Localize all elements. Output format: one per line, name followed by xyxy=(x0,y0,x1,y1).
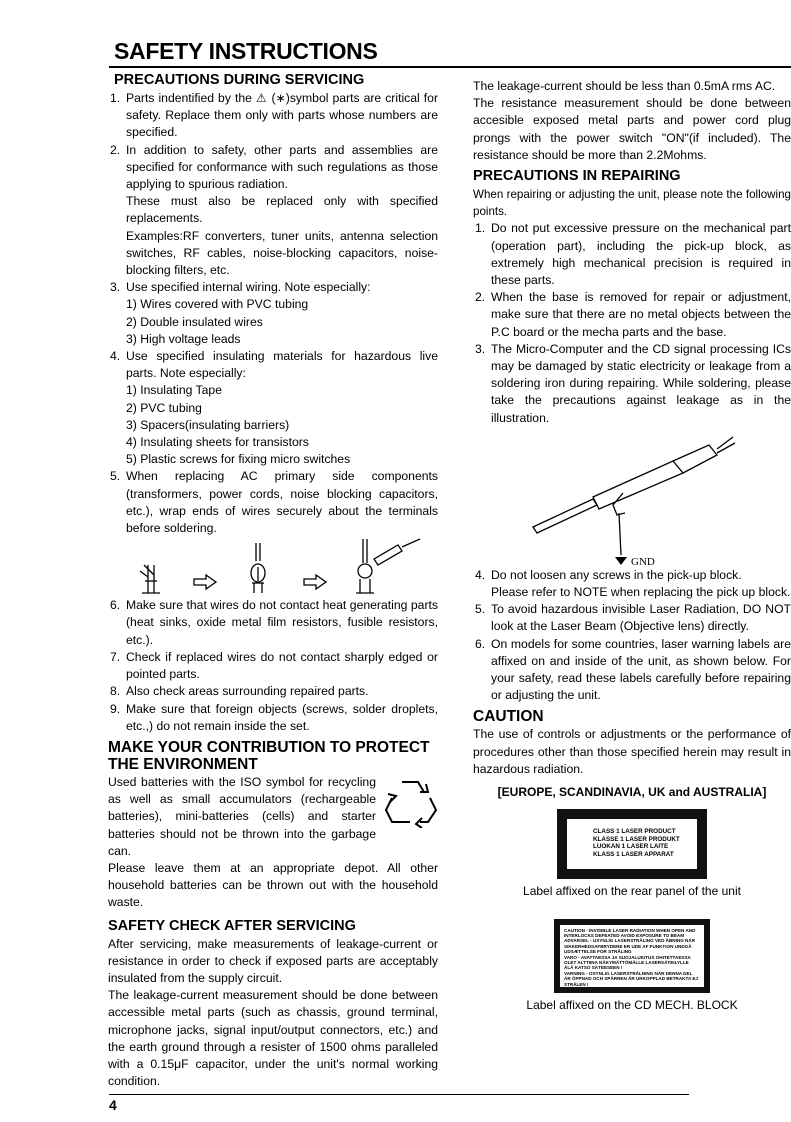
soldering-iron-illustration xyxy=(473,427,791,567)
sub-item: 3) High voltage leads xyxy=(126,331,241,346)
item-number: 1. xyxy=(475,221,486,236)
left-column xyxy=(108,70,438,1090)
item-number: 6. xyxy=(475,636,486,651)
item-number: 5. xyxy=(110,469,121,484)
wire-wrapping-illustration xyxy=(108,537,438,595)
item-number: 3. xyxy=(475,341,486,356)
invisible-label-text xyxy=(560,925,704,987)
label-line: CLASS 1 LASER PRODUCT xyxy=(593,828,676,836)
title-rule xyxy=(109,66,791,68)
repairing-list-cont xyxy=(473,567,791,705)
sub-item: 5) Plastic screws for fixing micro switches xyxy=(126,452,351,467)
section-heading-repairing: PRECAUTIONS IN REPAIRING xyxy=(473,168,681,185)
item-number: 3. xyxy=(110,280,121,295)
label-line: ADVARSEL - USYNLIG LASERSTRÅLING VED ÅBNING NÅR SIKKERHEDSAFBRYDERE ER UDE AF FUNKTION UNDGÅ UDSÆTTELSE FOR STRÅLING xyxy=(564,938,696,955)
item-text: Use specified insulating materials for hazardous live parts. Note especially: xyxy=(126,349,438,381)
item-number: 9. xyxy=(110,701,121,716)
list-item xyxy=(473,220,791,289)
item-number: 5. xyxy=(475,602,486,617)
caution-heading: CAUTION xyxy=(473,708,544,726)
label-line: VARO - AVATTAESSA JA SUOJALUKITUS OHITETTAESSA OLET ALTTIINA NÄKYMÄTTÖMÄLLE LASERSÄTEILYLLE xyxy=(564,954,691,965)
list-item xyxy=(108,90,438,142)
servicing-list xyxy=(108,90,438,537)
repairing-list xyxy=(473,220,791,426)
list-item xyxy=(108,348,438,468)
item-text: Parts indentified by the ⚠ (∗)symbol parts are critical for safety. Replace them only with parts whose numbers are specified. xyxy=(126,91,438,140)
label-line: KLASSE 1 LASER PRODUKT xyxy=(593,835,680,843)
list-item xyxy=(108,279,438,348)
item-text: Make sure that wires do not contact heat generating parts (heat sinks, oxide metal film resistors, fusible resistors, etc.). xyxy=(126,598,438,647)
item-number: 7. xyxy=(110,649,121,664)
section-heading-environment: MAKE YOUR CONTRIBUTION TO PROTECT THE ENVIRONMENT xyxy=(108,738,430,773)
sub-item: 1) Wires covered with PVC tubing xyxy=(126,297,309,312)
footer-rule xyxy=(109,1094,689,1095)
label-line: ÄLÄ KATSO SÄTEESEEN ! xyxy=(564,965,623,971)
invisible-laser-label xyxy=(554,919,710,993)
item-text: Use specified internal wiring. Note especially: xyxy=(126,280,371,295)
list-item xyxy=(473,601,791,635)
gnd-label: GND xyxy=(631,555,655,567)
label1-caption: Label affixed on the rear panel of the unit xyxy=(523,884,741,899)
label2-caption: Label affixed on the CD MECH. BLOCK xyxy=(526,997,738,1012)
item-text-examples: Examples:RF converters, tuner units, antenna selection switches, RF cables, noise-blocking capacitors, noise-blocking filters, etc. xyxy=(126,228,438,278)
wire-wrap-diagram xyxy=(108,537,438,595)
sub-item: 4) Insulating sheets for transistors xyxy=(126,435,309,450)
leakage-measurement-text: The leakage-current measurement should be done between accessible metal parts (such as chassis, ground terminal, microphone jacks, signal input/output connectors, etc.) and the earth ground through a resister of 1500 ohms paralleled with a 0.15μF capacitor, under the unit's normal working condition. xyxy=(108,988,438,1089)
resistance-text: The resistance measurement should be done between accesible exposed metal parts and power cord plug prongs with the power switch "ON"(if included). The resistance should be more than 2.2Mohms. xyxy=(473,96,791,162)
page-title: SAFETY INSTRUCTIONS xyxy=(114,38,378,64)
item-text: On models for some countries, laser warning labels are affixed on and inside of the unit, as shown below. For your safety, read these labels carefully before repairing or adjusting the unit. xyxy=(491,636,791,703)
item-text: Do not loosen any screws in the pick-up block. xyxy=(491,567,742,582)
item-text: Do not put excessive pressure on the mechanical part (operation part), including the pick-up block, as extremely high mechanical precision is required in these parts. xyxy=(491,221,791,288)
item-number: 2. xyxy=(110,142,121,157)
sub-item: 2) PVC tubing xyxy=(126,400,202,415)
sub-item: 3) Spacers(insulating barriers) xyxy=(126,417,290,432)
item-number: 6. xyxy=(110,598,121,613)
environment-text-2: Please leave them at an appropriate depot. All other household batteries can be thrown out with the household waste. xyxy=(108,860,438,910)
class1-label-inner xyxy=(567,819,697,869)
item-text: The Micro-Computer and the CD signal processing ICs may be damaged by static electricity or leakage from a soldering iron during repairing. While soldering, please take the precautions against leakage as in the illustration. xyxy=(491,341,791,425)
servicing-list-cont xyxy=(108,597,438,735)
list-item xyxy=(108,701,438,735)
page-number: 4 xyxy=(109,1097,117,1113)
environment-text: Used batteries with the ISO symbol for recycling as well as small accumulators (rechargeable batteries), mini-batteries (cells) and starter batteries should not be thrown into the garbage can. xyxy=(108,774,376,858)
list-item xyxy=(108,142,438,280)
sub-item: 2) Double insulated wires xyxy=(126,314,263,329)
environment-block xyxy=(108,774,438,912)
safety-check-text: After servicing, make measurements of leakage-current or resistance in order to check if exposed parts are acceptably insulated from the supply circuit. xyxy=(108,936,438,985)
label-line: LUOKAN 1 LASER LAITE xyxy=(593,843,669,851)
list-item xyxy=(108,649,438,683)
class1-laser-label xyxy=(557,809,707,879)
item-number: 2. xyxy=(475,290,486,305)
list-item xyxy=(473,636,791,705)
list-item xyxy=(473,289,791,341)
item-text: When replacing AC primary side components (transformers, power cords, noise blocking capacitors, etc.), wrap ends of wires securely about the terminals before soldering. xyxy=(126,469,438,536)
recycle-icon xyxy=(382,776,438,828)
invisible-label-inner xyxy=(560,925,704,987)
repairing-intro: When repairing or adjusting the unit, please note the following points. xyxy=(473,188,791,219)
list-item xyxy=(473,341,791,427)
item-text: When the base is removed for repair or adjustment, make sure that there are no metal objects between the P.C board or the mecha parts and the base. xyxy=(491,290,791,339)
right-column xyxy=(473,78,791,1014)
item-number: 8. xyxy=(110,684,121,699)
item-number: 4. xyxy=(110,349,121,364)
item-text: Check if replaced wires do not contact sharply edged or pointed parts. xyxy=(126,649,438,682)
item-text: Make sure that foreign objects (screws, solder droplets, etc.,) do not remain inside the set. xyxy=(126,701,438,733)
leakage-limit-text: The leakage-current should be less than 0.5mA rms AC. xyxy=(473,79,776,93)
label-line: CAUTION - INVISIBLE LASER RADIATION WHEN OPEN AND INTERLOCKS DEFEATED AVOID EXPOSURE TO BEAM xyxy=(564,927,696,938)
item-text: To avoid hazardous invisible Laser Radiation, DO NOT look at the Laser Beam (Objective lens) directly. xyxy=(491,602,791,634)
list-item xyxy=(108,683,438,700)
region-heading: [EUROPE, SCANDINAVIA, UK and AUSTRALIA] xyxy=(497,785,767,800)
item-text: Also check areas surrounding repaired parts. xyxy=(126,684,369,699)
list-item xyxy=(108,597,438,649)
list-item xyxy=(108,468,438,537)
label-line: VARNING - OSYNLIG LASERSTRÅLNING NÄR DENNA DEL ÄR ÖPPNAD OCH SPÄRREN ÄR URKOPPLAD BETRAKTA EJ STRÅLEN ! xyxy=(564,970,698,987)
sub-item: 1) Insulating Tape xyxy=(126,383,222,398)
class1-label-text xyxy=(567,819,697,858)
soldering-iron-diagram xyxy=(473,427,791,567)
item-number: 1. xyxy=(110,91,121,105)
label-line: KLASS 1 LASER APPARAT xyxy=(593,850,674,858)
section-heading-safety-check: SAFETY CHECK AFTER SERVICING xyxy=(108,917,356,934)
section-heading-servicing: PRECAUTIONS DURING SERVICING xyxy=(114,72,365,88)
item-text-extra: Please refer to NOTE when replacing the pick up block. xyxy=(491,585,791,600)
caution-text: The use of controls or adjustments or the performance of procedures other than those specified herein may result in hazardous radiation. xyxy=(473,727,791,776)
list-item xyxy=(473,567,791,601)
item-text: In addition to safety, other parts and assemblies are specified for conformance with such regulations as those applying to spurious radiation. xyxy=(126,142,438,192)
item-text-extra: These must also be replaced only with specified replacements. xyxy=(126,194,438,226)
item-number: 4. xyxy=(475,567,486,582)
